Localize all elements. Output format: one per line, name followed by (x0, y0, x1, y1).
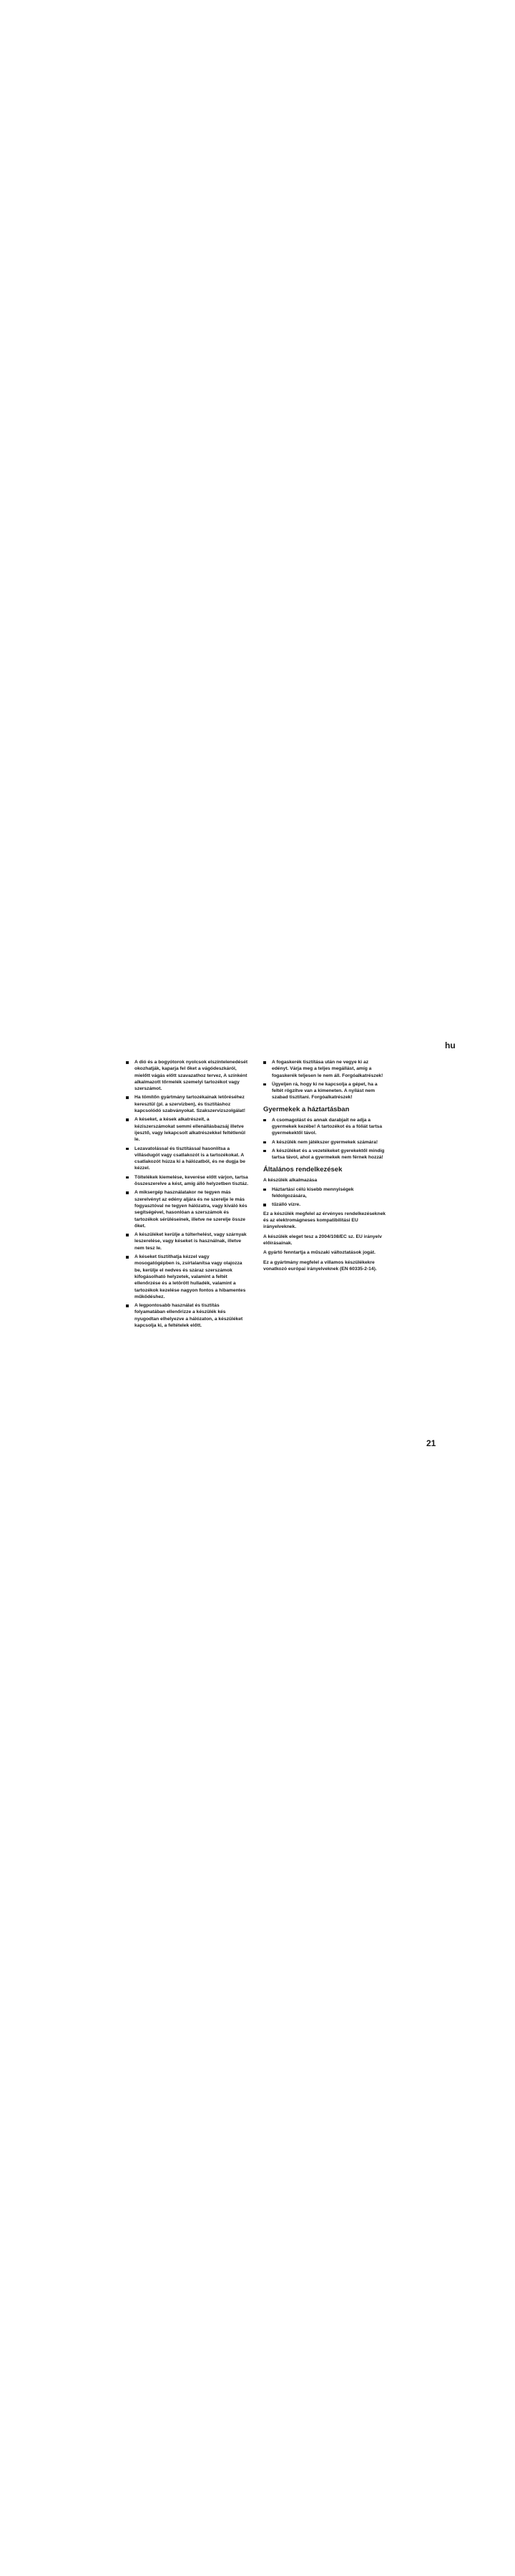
bullet-text: Lezavatolással és tisztítással hasonlítsa a villásdugót vagy csatlakozót is a tartozékokat. A csatlakozót húzza ki a hálózatból, és ne dugja be kézzel. (134, 1146, 245, 1171)
bullet-marker (263, 1189, 266, 1191)
paragraph: A gyártó fenntartja a műszaki változtatások jogát. (263, 1250, 376, 1256)
bullet-marker (263, 1150, 266, 1153)
right-column (263, 1059, 386, 1275)
bullet-text: A miksergép használatakor ne tegyen más szerelvényt az edény aljára és ne szerelje le más fogyasztóval ne tegyen hálózatra, vagy kiváló kés segítségével, hasonlóan a szerszámok és tartozékok sérüléseinek, illetve ne szerelje össze őket. (134, 1190, 247, 1229)
bullet-text: A dió és a bogyótorok nyolcsok elszíntelenedését okozhatják, kaparja fel őket a vágódeszkáról, mielőtt vágás előtt szavazathoz tervez, A színként alkalmazott tőrmelék szemelyi tartozékot vagy szerszámot. (134, 1060, 248, 1092)
safety-bullet (126, 1254, 249, 1300)
safety-bullet (126, 1189, 249, 1229)
paragraph: Ez a gyártmány megfelel a villamos készülékekre vonatkozó európai irányelveknek (EN 60335-2-14). (263, 1259, 377, 1272)
safety-bullet (126, 1231, 249, 1252)
bullet-marker (126, 1256, 129, 1259)
children-bullet (263, 1139, 386, 1146)
bullet-marker (263, 1141, 266, 1144)
safety-bullet (126, 1302, 249, 1329)
section-heading-general: Általános rendelkezések (263, 1165, 343, 1174)
bullet-text: A készülék nem játékszer gyermekek számára! (272, 1139, 378, 1145)
safety-bullet (263, 1081, 386, 1101)
bullet-marker (126, 1191, 129, 1194)
paragraph: A készülék eleget tesz a 2004/108/EC sz. EU irányelv előírásainak. (263, 1234, 382, 1246)
bullet-text: Háztartási célú kisebb mennyiségek feldolgozására, (272, 1186, 354, 1199)
bullet-marker (126, 1234, 129, 1236)
bullet-text: A készüléket kerülje a túlterhelést, vagy szárnyak leszerelése, vagy késeket is használnak, illetve nem tesz le. (134, 1232, 247, 1251)
bullet-marker (263, 1119, 266, 1122)
safety-bullet (126, 1146, 249, 1172)
bullet-text: Ügyeljen rá, hogy ki ne kapcsolja a gépet, ha a feltét rögzítve van a kimeneten. A nyílást nem szabad tisztítani. Forgóalkatrészek! (272, 1081, 378, 1101)
bullet-marker (126, 1148, 129, 1151)
bullet-marker (263, 1204, 266, 1206)
language-code: hu (445, 1040, 456, 1050)
left-column (126, 1059, 249, 1331)
bullet-text: Ha tömítőn gyártmány tartozékainak letöréséhez keresztül (pl. a szervizben), és tisztításhoz kapcsolódó szabványokat. Szakszervizszolgálat! (134, 1095, 245, 1114)
general-intro: A készülék alkalmazása (263, 1177, 318, 1183)
bullet-marker (263, 1061, 266, 1064)
bullet-marker (126, 1176, 129, 1179)
general-bullet (263, 1201, 386, 1208)
safety-bullet (126, 1059, 249, 1092)
bullet-text: tűzálló vízre. (272, 1202, 301, 1208)
bullet-marker (126, 1118, 129, 1121)
bullet-marker (263, 1083, 266, 1086)
children-bullet (263, 1148, 386, 1161)
bullet-text: A késeket tisztíthatja kézzel vagy mosogatógépben is, zsírtalanítsa vagy olajozza be, kerülje el nedves és száraz szerszámok kifogásolható helyzetek, valamint a feltét ellenőrzése és a letörött hulladék, valamint a tartozékok kezelése nagyon fontos a hibamentes működéshez. (134, 1254, 246, 1299)
safety-bullet (263, 1059, 386, 1079)
bullet-marker (126, 1061, 129, 1064)
bullet-text: A készüléket és a vezetékeket gyerekektől mindig tartsa távol, ahol a gyermekek nem férnek hozzá! (272, 1148, 385, 1161)
bullet-marker (126, 1304, 129, 1307)
bullet-marker (126, 1096, 129, 1099)
bullet-text: A legpontosabb használat és tisztítás folyamatában ellenőrizze a készülék kés nyugodtan elhelyezve a hálózaton, a készüléket kapcsolja ki, a feltételek előtt. (134, 1303, 243, 1328)
bullet-text: A fogaskerék tisztítása után ne vegye ki az edényt. Várja meg a teljes megállást, amíg a fogaskerék teljesen le nem áll. Forgóalkatrészek! (272, 1060, 383, 1078)
section-heading-children: Gyermekek a háztartásban (263, 1105, 350, 1113)
page-number: 21 (426, 1438, 436, 1448)
bullet-text: Töltelékek kiemelése, keverése előtt várjon, tartsa összeszerelve a kést, amíg álló helyzetben tisztáz. (134, 1174, 249, 1187)
bullet-text: A késeket, a kések alkatrészeit, a kéziszerszámokat semmi ellenállásbazsáj illetve ijesztő, vagy lekapcsolt alkatrészekkel feltétlenül le. (134, 1117, 245, 1143)
bullet-text: A csomagolást és annak darabjait ne adja a gyermekek kezébe! A tartozékot és a fóliát tartsa gyermekektől távol. (272, 1117, 383, 1136)
paragraph: Ez a készülék megfelel az érvényes rendelkezéseknek és az elektromágneses kompatibilitási EU irányelveknek. (263, 1211, 386, 1230)
safety-bullet (126, 1174, 249, 1188)
safety-bullet (126, 1094, 249, 1114)
children-bullet (263, 1117, 386, 1137)
general-bullet (263, 1186, 386, 1200)
safety-bullet (126, 1116, 249, 1143)
